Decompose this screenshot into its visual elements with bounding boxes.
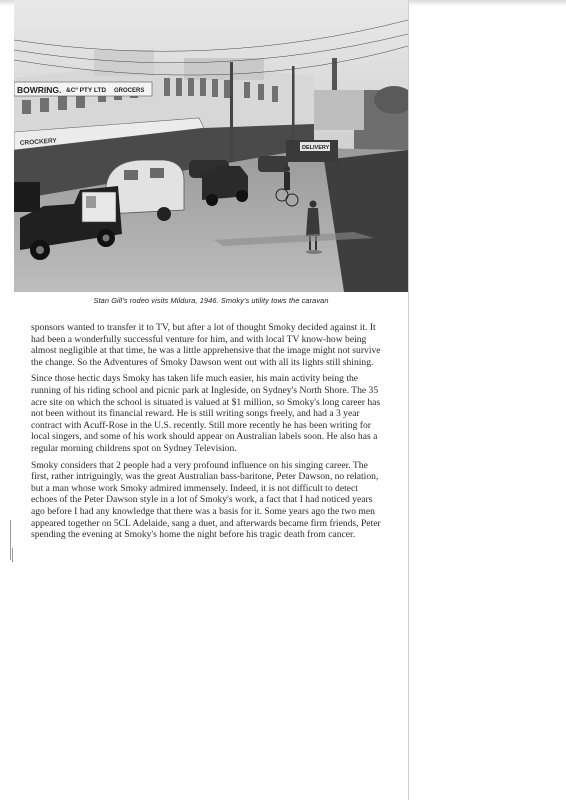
margin-mark (12, 548, 13, 562)
street-photo (14, 0, 408, 292)
paragraph: Smoky considers that 2 people had a very profound influence on his singing career. The first, rather intriguingly, was the great Australian bass-baritone, Peter Dawson, no relation, but a man whose work Smoky admired immensely. Indeed, it is not difficult to detect echoes of the Peter Dawson style in a lot of Smoky's work, a fact that I had noticed years ago before I had any knowledge that there was a basis for it. Some years ago the two men appeared together on 5CL Adelaide, sang a duet, and afterwards became firm friends, Peter spending the evening at Smoky's home the night before his tragic death from cancer. (31, 459, 381, 541)
photo-caption: Stan Gill's rodeo visits Mildura, 1946. Smoky's utility tows the caravan (93, 296, 329, 305)
paragraph: Since those hectic days Smoky has taken life much easier, his main activity being the running of his riding school and picnic park at Ingleside, on Sydney's North Shore. The 35 acre site on which the school is situated is valued at $1 million, so Smoky's long career has not been without its financial reward. He is still writing songs freely, and had a 3 year contract with Acuff-Rose in the U.S. recently. Still more recently he has been writing for local singers, and some of his work should appear on Australian labels soon. He also has a regular morning childrens spot on Sydney Television. (31, 373, 381, 454)
margin-mark (10, 520, 11, 560)
paragraph: sponsors wanted to transfer it to TV, but after a lot of thought Smoky decided against it. It had been a wonderfully successful venture for him, and with local TV know-how being almost negligible at that time, he was a little apprehensive that the image might not survive the change. So the Adventures of Smoky Dawson went out with all its lights still shining. (31, 322, 381, 368)
store-sign-right: GROCERS (114, 88, 145, 94)
store-sign-left: BOWRING. (17, 85, 62, 95)
street-scene-illustration (14, 0, 408, 292)
page-right-edge (408, 0, 409, 800)
store-sign-mid: &Cº PTY LTD (66, 87, 107, 94)
truck-sign: DELIVERY (302, 145, 330, 151)
awning-sign: CROCKERY (19, 137, 58, 147)
article-body (31, 322, 383, 546)
